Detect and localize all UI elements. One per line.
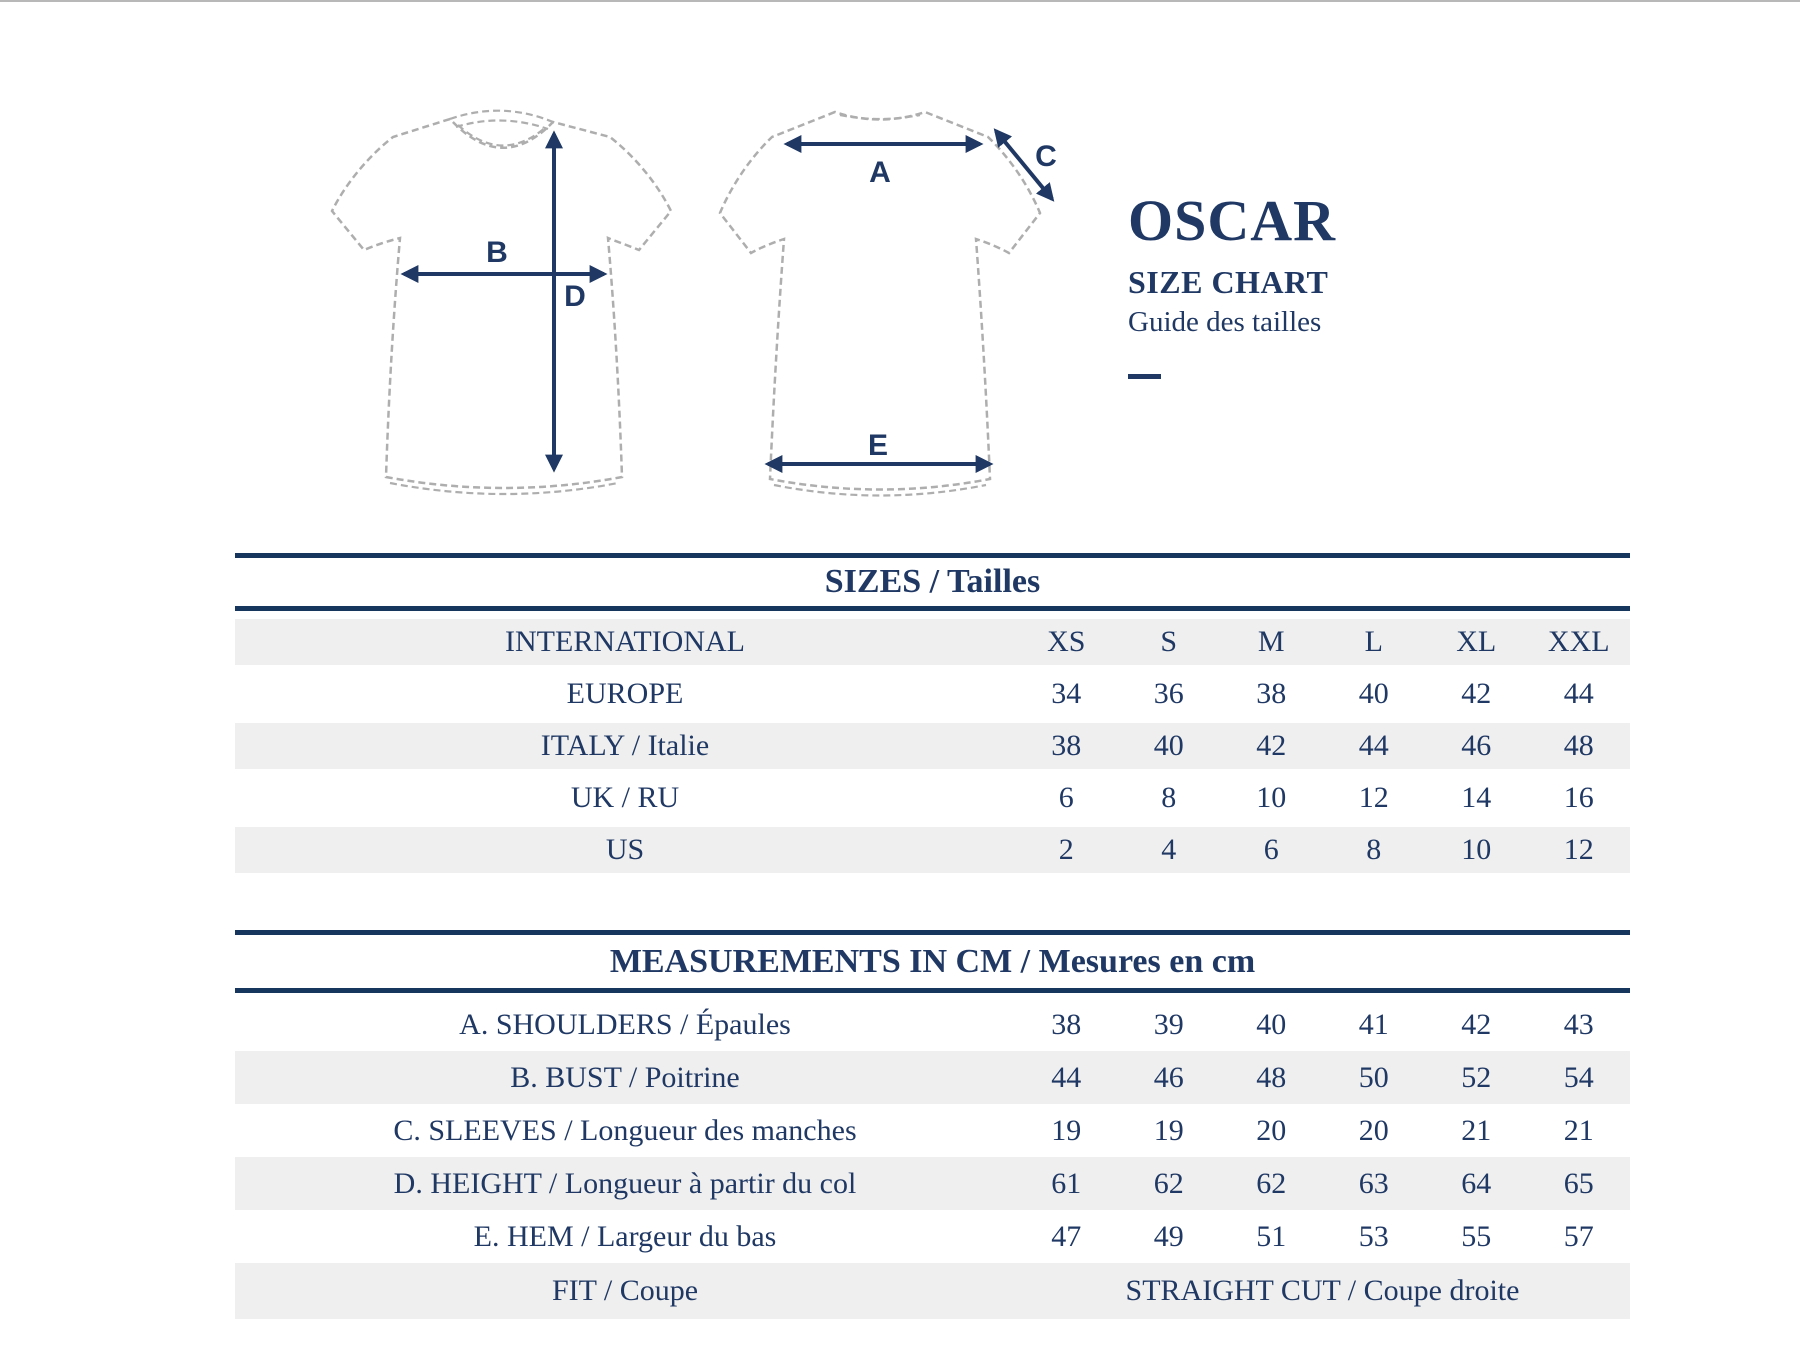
cell-value: 52 (1425, 1051, 1528, 1104)
cell-value: 40 (1358, 677, 1389, 710)
row-label: FIT / Coupe (235, 1263, 1015, 1319)
sizes-section (235, 553, 1630, 879)
cell-value: 61 (1015, 1157, 1118, 1210)
cell-value: 36 (1153, 677, 1184, 710)
cell-value: 12 (1528, 824, 1631, 876)
cell-value: 48 (1220, 1051, 1323, 1104)
cell-value: 50 (1323, 1051, 1426, 1104)
tshirt-front-outline (332, 111, 671, 494)
measure-label-b: B (486, 236, 508, 269)
rule-line (235, 988, 1630, 993)
table-row (235, 668, 1630, 720)
cell-value: 38 (1256, 677, 1287, 710)
tshirt-measurement-diagram (290, 87, 1100, 512)
cell-value: 62 (1118, 1157, 1221, 1210)
cell-value: 65 (1528, 1157, 1631, 1210)
cell-value: 48 (1528, 720, 1631, 772)
page-title: SIZE CHART (1128, 264, 1329, 300)
cell-value: 42 (1461, 677, 1492, 710)
measure-label-e: E (867, 429, 889, 462)
cell-value: L (1323, 616, 1426, 668)
cell-value: 44 (1323, 720, 1426, 772)
measure-label-a: A (869, 156, 891, 189)
cell-value: 34 (1051, 677, 1082, 710)
cell-value: 19 (1153, 1114, 1184, 1147)
table-row (235, 720, 1630, 772)
cell-value: 54 (1528, 1051, 1631, 1104)
row-label: ITALY / Italie (235, 720, 1015, 772)
row-label: B. BUST / Poitrine (235, 1051, 1015, 1104)
table-row (235, 998, 1630, 1051)
cell-value: 21 (1563, 1114, 1594, 1147)
cell-value: 19 (1051, 1114, 1082, 1147)
cell-value: 46 (1425, 720, 1528, 772)
table-row (235, 772, 1630, 824)
cell-value: XXL (1528, 616, 1631, 668)
cell-value: 6 (1058, 781, 1074, 814)
title-dash (1128, 374, 1161, 379)
fit-value: STRAIGHT CUT / Coupe droite (1015, 1263, 1630, 1319)
cell-value: 10 (1425, 824, 1528, 876)
cell-value: 6 (1220, 824, 1323, 876)
cell-value: 12 (1358, 781, 1389, 814)
cell-value: 43 (1563, 1008, 1594, 1041)
cell-value: 40 (1256, 1008, 1287, 1041)
cell-value: 39 (1153, 1008, 1184, 1041)
cell-value: XS (1015, 616, 1118, 668)
page-subtitle: Guide des tailles (1128, 306, 1322, 338)
measure-label-d: D (564, 280, 586, 313)
cell-value: 8 (1323, 824, 1426, 876)
cell-value: 38 (1015, 720, 1118, 772)
cell-value: 46 (1118, 1051, 1221, 1104)
table-row (235, 1051, 1630, 1104)
cell-value: XL (1425, 616, 1528, 668)
rule-line (235, 606, 1630, 611)
cell-value: 44 (1015, 1051, 1118, 1104)
cell-value: 20 (1358, 1114, 1389, 1147)
row-label: C. SLEEVES / Longueur des manches (393, 1114, 857, 1147)
cell-value: 20 (1256, 1114, 1287, 1147)
sizes-header: SIZES / Tailles (824, 563, 1041, 600)
cell-value: 44 (1563, 677, 1594, 710)
cell-value: 62 (1220, 1157, 1323, 1210)
cell-value: 41 (1358, 1008, 1389, 1041)
cell-value: 53 (1358, 1220, 1389, 1253)
cell-value: 57 (1563, 1220, 1594, 1253)
cell-value: 14 (1461, 781, 1492, 814)
table-row (235, 1157, 1630, 1210)
cell-value: S (1118, 616, 1221, 668)
row-label: A. SHOULDERS / Épaules (459, 1008, 791, 1041)
brand-name: OSCAR (1128, 188, 1337, 253)
table-row (235, 824, 1630, 876)
measurements-section (235, 930, 1630, 1319)
cell-value: 47 (1051, 1220, 1082, 1253)
cell-value: 21 (1461, 1114, 1492, 1147)
cell-value: 8 (1161, 781, 1177, 814)
cell-value: 51 (1256, 1220, 1287, 1253)
table-row (235, 1210, 1630, 1263)
cell-value: M (1220, 616, 1323, 668)
row-label: UK / RU (570, 781, 680, 814)
row-label: INTERNATIONAL (235, 616, 1015, 668)
row-label: US (235, 824, 1015, 876)
cell-value: 10 (1256, 781, 1287, 814)
measurements-table (235, 998, 1630, 1319)
cell-value: 2 (1015, 824, 1118, 876)
table-row (235, 1104, 1630, 1157)
cell-value: 55 (1461, 1220, 1492, 1253)
cell-value: 42 (1220, 720, 1323, 772)
cell-value: 49 (1153, 1220, 1184, 1253)
cell-value: 16 (1563, 781, 1594, 814)
row-label: D. HEIGHT / Longueur à partir du col (235, 1157, 1015, 1210)
cell-value: 40 (1118, 720, 1221, 772)
measure-label-c: C (1035, 140, 1057, 173)
cell-value: 63 (1323, 1157, 1426, 1210)
measurements-header: MEASUREMENTS IN CM / Mesures en cm (609, 943, 1256, 980)
fit-row (235, 1263, 1630, 1319)
sizes-table (235, 613, 1630, 879)
table-row (235, 616, 1630, 668)
cell-value: 64 (1425, 1157, 1528, 1210)
cell-value: 38 (1051, 1008, 1082, 1041)
cell-value: 42 (1461, 1008, 1492, 1041)
row-label: E. HEM / Largeur du bas (473, 1220, 777, 1253)
cell-value: 4 (1118, 824, 1221, 876)
row-label: EUROPE (566, 677, 684, 710)
